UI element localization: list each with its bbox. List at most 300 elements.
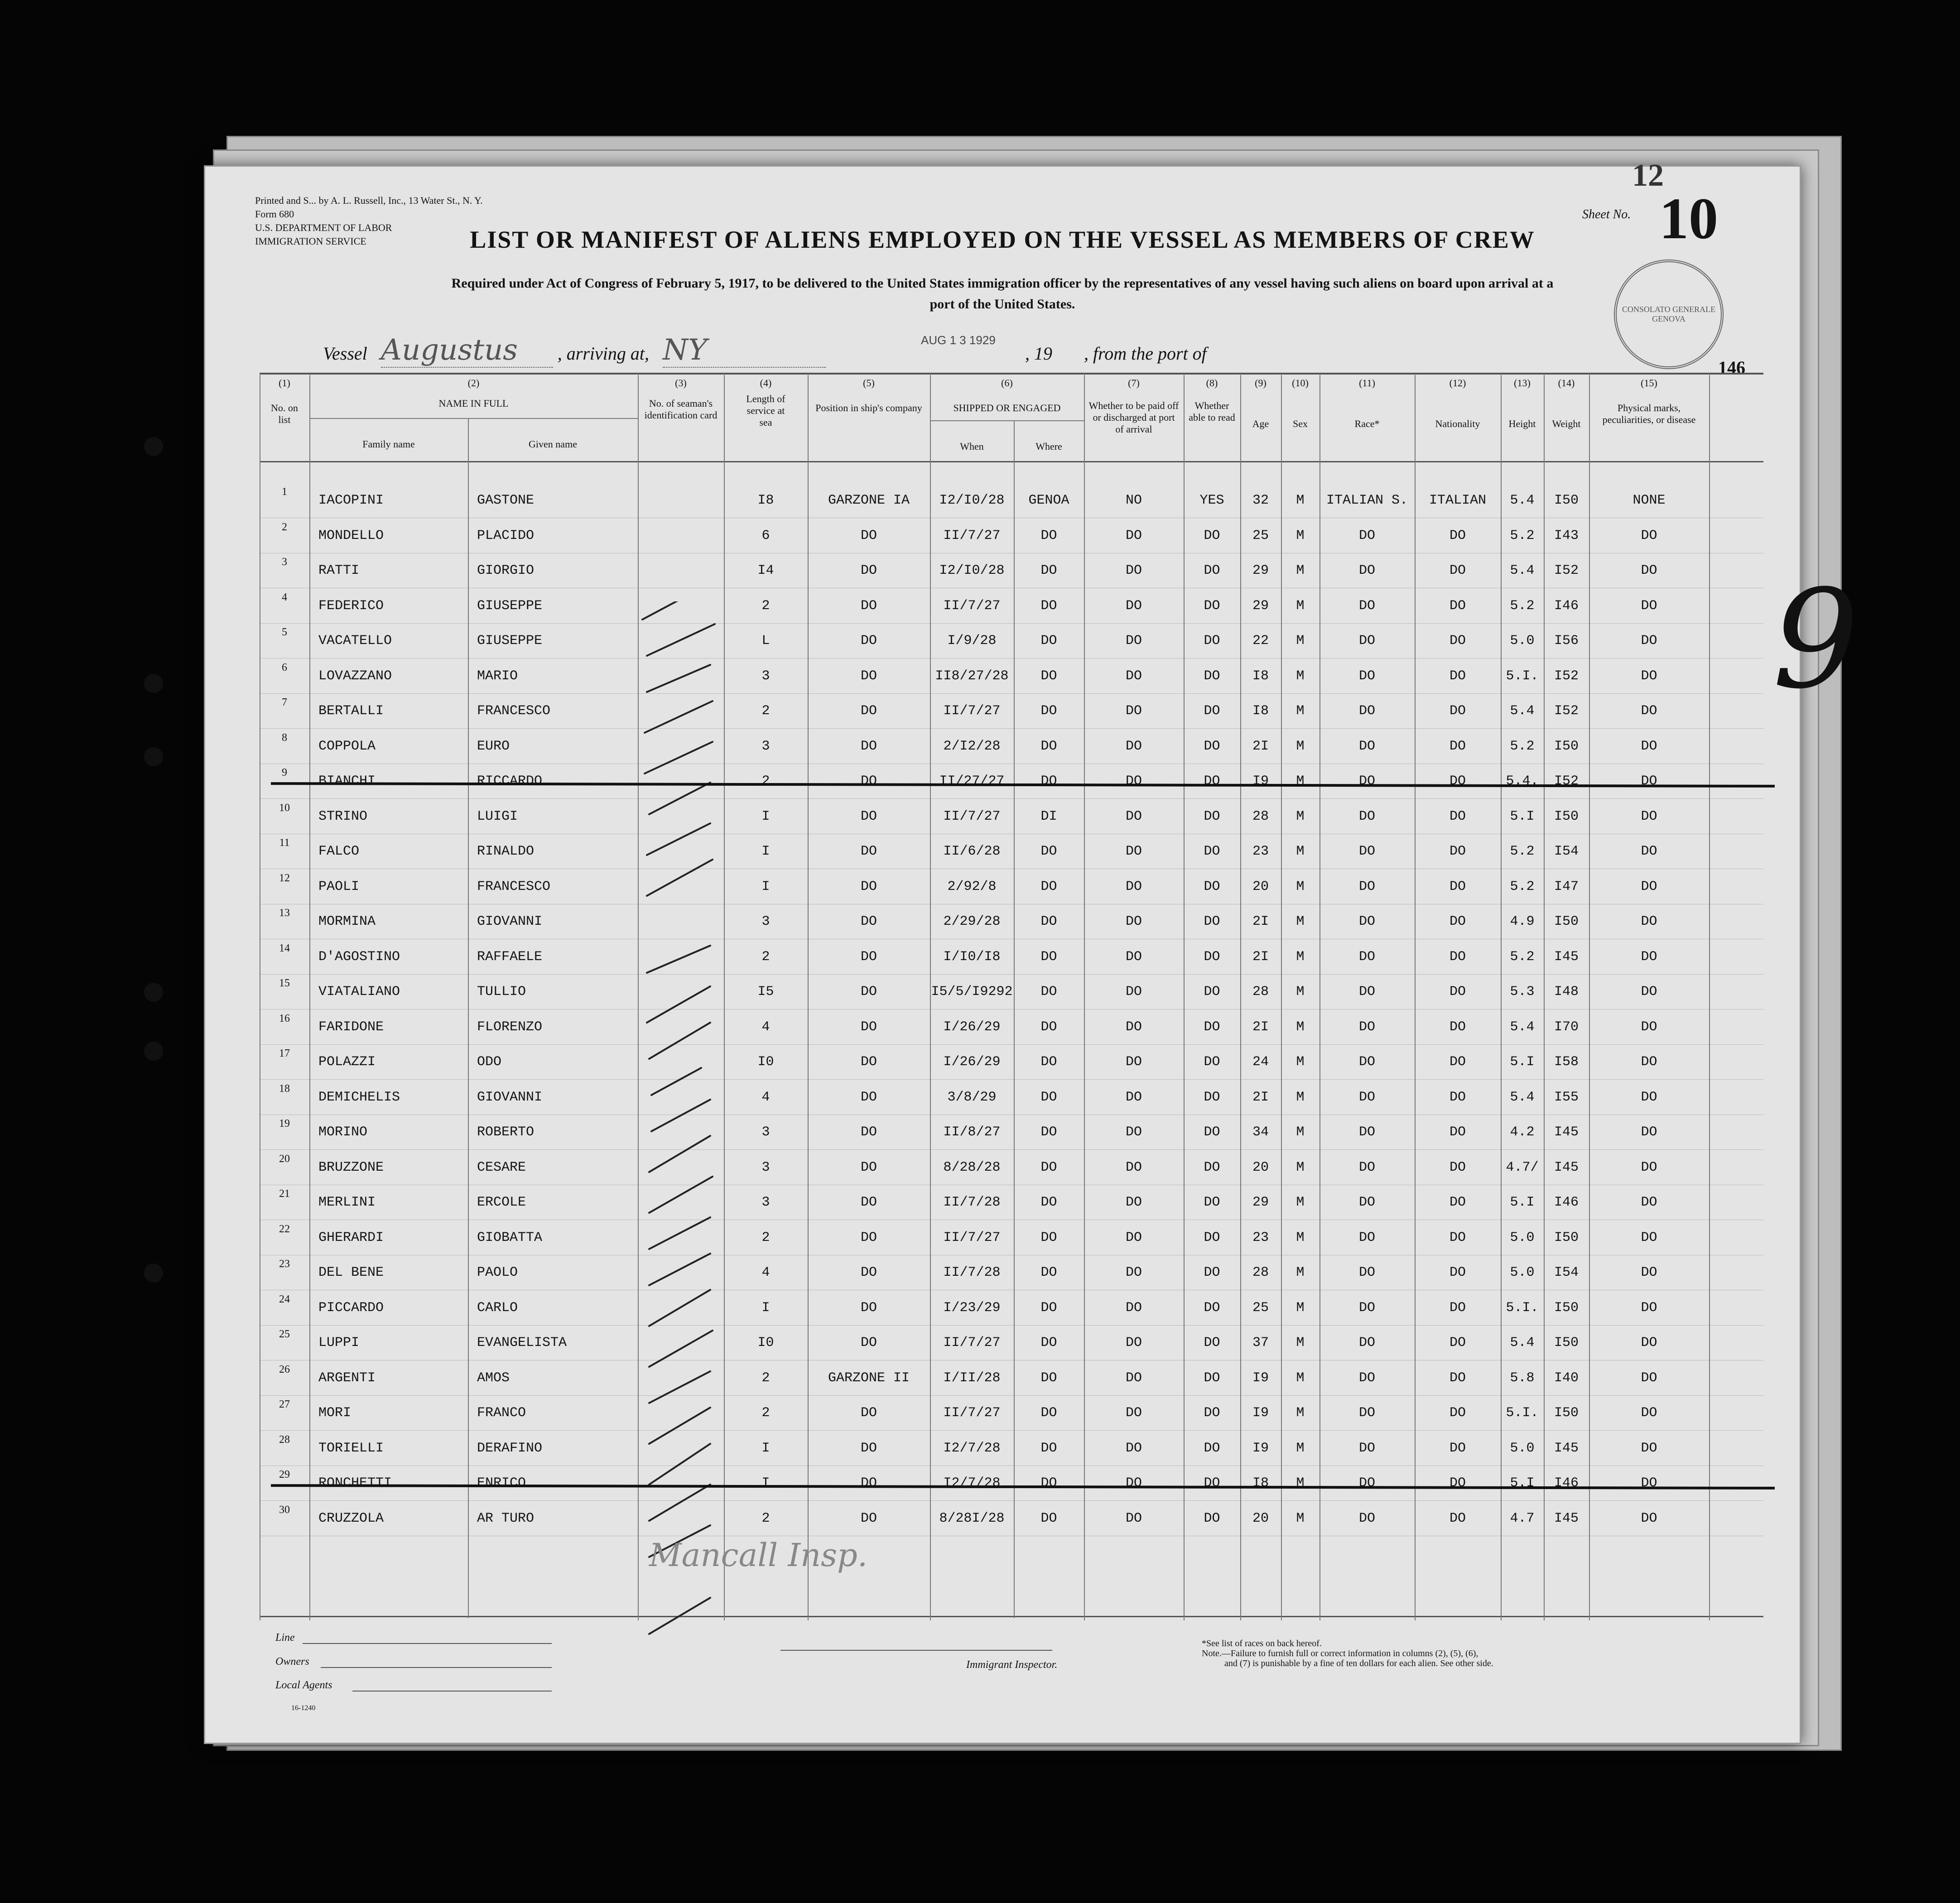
cell-where: DO — [1040, 1510, 1057, 1526]
cell-marks: DO — [1641, 1230, 1657, 1245]
footer-note-penalty-cont: and (7) is punishable by a fine of ten dollars for each alien. See other side. — [1224, 1658, 1493, 1668]
cell-read: DO — [1204, 914, 1220, 929]
cell-where: DO — [1040, 1405, 1057, 1421]
footer-line-underline — [303, 1643, 552, 1644]
cell-service: L — [761, 633, 770, 649]
cell-read: DO — [1204, 1054, 1220, 1070]
cell-family: BRUZZONE — [318, 1159, 384, 1175]
cell-position: DO — [860, 738, 877, 754]
cell-read: DO — [1204, 879, 1220, 894]
cell-where: DO — [1040, 1019, 1057, 1035]
cell-race: DO — [1358, 774, 1375, 789]
cell-weight: I46 — [1554, 1195, 1579, 1210]
header-weight: Weight — [1552, 418, 1581, 429]
header-col10-number: (10) — [1292, 377, 1309, 389]
cell-race: DO — [1358, 984, 1375, 1000]
cell-read: DO — [1204, 668, 1220, 684]
cell-where: DO — [1040, 1265, 1057, 1280]
footer-note-penalty: Note.—Failure to furnish full or correct information in columns (2), (5), (6), — [1202, 1648, 1478, 1658]
cell-when: II/27/27 — [939, 774, 1005, 789]
row-number: 6 — [282, 661, 287, 673]
cell-age: I9 — [1252, 774, 1269, 789]
cell-where: DO — [1040, 879, 1057, 894]
cell-paid: DO — [1125, 1230, 1142, 1245]
cell-family: LUPPI — [318, 1335, 360, 1350]
cell-paid: DO — [1125, 1265, 1142, 1280]
row-number: 14 — [279, 942, 290, 954]
row-ruling — [260, 1395, 1763, 1396]
cell-race: DO — [1358, 808, 1375, 824]
cell-where: DO — [1040, 949, 1057, 965]
cell-family: PAOLI — [318, 879, 360, 894]
cell-paid: DO — [1125, 738, 1142, 754]
row-number: 9 — [282, 767, 287, 778]
cell-where: DO — [1040, 1475, 1057, 1491]
row-number: 22 — [279, 1223, 290, 1235]
corner-number: 12 — [1632, 158, 1664, 193]
cell-paid: DO — [1125, 914, 1142, 929]
cell-paid: DO — [1125, 1335, 1142, 1350]
cell-when: I/26/29 — [943, 1054, 1001, 1070]
row-number: 1 — [282, 486, 287, 498]
cell-read: DO — [1204, 598, 1220, 614]
cell-where: DO — [1040, 1440, 1057, 1456]
cell-marks: DO — [1641, 1195, 1657, 1210]
cell-position: DO — [860, 844, 877, 859]
cell-paid: DO — [1125, 598, 1142, 614]
consulate-stamp — [1614, 260, 1724, 369]
cell-position: DO — [860, 1089, 877, 1105]
shipped-subheader-rule — [930, 420, 1084, 421]
cell-paid: DO — [1125, 528, 1142, 543]
header-col14-number: (14) — [1558, 377, 1575, 389]
header-length-of-service: Length of service at sea — [746, 393, 785, 428]
cell-service: I8 — [757, 493, 774, 508]
cell-position: DO — [860, 984, 877, 1000]
cell-marks: DO — [1641, 633, 1657, 649]
cell-weight: I50 — [1554, 1335, 1579, 1350]
cell-race: DO — [1358, 528, 1375, 543]
page-number: 146 — [1718, 357, 1745, 378]
row-number: 27 — [279, 1398, 290, 1410]
cell-when: 8/28/28 — [943, 1159, 1001, 1175]
cell-read: DO — [1204, 1195, 1220, 1210]
cell-height: 5.2 — [1510, 844, 1535, 859]
row-number: 19 — [279, 1118, 290, 1129]
cell-given: LUIGI — [477, 808, 518, 824]
cell-where: DO — [1040, 1124, 1057, 1140]
cell-age: 20 — [1252, 1510, 1269, 1526]
cell-read: DO — [1204, 984, 1220, 1000]
cell-given: DERAFINO — [477, 1440, 543, 1456]
footer-owners-label: Owners — [275, 1656, 309, 1668]
cell-position: DO — [860, 1440, 877, 1456]
cell-age: 29 — [1252, 1195, 1269, 1210]
cell-weight: I48 — [1554, 984, 1579, 1000]
cell-when: I2/7/28 — [943, 1440, 1001, 1456]
manifest-sheet — [204, 158, 1859, 1744]
cell-when: II/7/28 — [943, 1265, 1001, 1280]
header-col6-number: (6) — [1001, 377, 1013, 389]
cell-age: I8 — [1252, 1475, 1269, 1491]
row-number: 24 — [279, 1293, 290, 1305]
cell-service: 2 — [761, 1230, 770, 1245]
cell-where: DI — [1040, 808, 1057, 824]
cell-service: I — [761, 1475, 770, 1491]
cell-read: DO — [1204, 1300, 1220, 1316]
cell-height: 5.I. — [1506, 1300, 1539, 1316]
cell-height: 5.I. — [1506, 1405, 1539, 1421]
cell-height: 5.3 — [1510, 984, 1535, 1000]
cell-where: DO — [1040, 1054, 1057, 1070]
cell-nationality: DO — [1449, 914, 1466, 929]
cell-marks: DO — [1641, 598, 1657, 614]
printer-line: Form 680 — [255, 208, 294, 220]
cell-position: DO — [860, 1510, 877, 1526]
cell-sex: M — [1296, 1089, 1305, 1105]
cell-age: I9 — [1252, 1440, 1269, 1456]
header-family-name: Family name — [362, 438, 415, 450]
cell-read: DO — [1204, 528, 1220, 543]
footer-owners-underline — [321, 1667, 552, 1668]
cell-position: DO — [860, 1335, 877, 1350]
cell-when: I2/I0/28 — [939, 493, 1005, 508]
row-number: 8 — [282, 731, 287, 744]
cell-marks: DO — [1641, 808, 1657, 824]
cell-sex: M — [1296, 1054, 1305, 1070]
cell-read: DO — [1204, 1230, 1220, 1245]
cell-nationality: DO — [1449, 1195, 1466, 1210]
cell-weight: I45 — [1554, 1159, 1579, 1175]
header-col12-number: (12) — [1449, 377, 1466, 389]
cell-sex: M — [1296, 844, 1305, 859]
cell-sex: M — [1296, 808, 1305, 824]
cell-given: CESARE — [477, 1159, 526, 1175]
cell-marks: NONE — [1633, 493, 1666, 508]
cell-when: II/8/27 — [943, 1124, 1001, 1140]
row-ruling — [260, 623, 1763, 624]
cell-where: DO — [1040, 914, 1057, 929]
punch-hole — [144, 983, 163, 1002]
cell-marks: DO — [1641, 844, 1657, 859]
cell-nationality: DO — [1449, 598, 1466, 614]
header-where: Where — [1035, 441, 1062, 452]
cell-read: DO — [1204, 1335, 1220, 1350]
cell-marks: DO — [1641, 1089, 1657, 1105]
cell-height: 4.7 — [1510, 1510, 1535, 1526]
cell-family: GHERARDI — [318, 1230, 384, 1245]
cell-when: II/7/27 — [943, 598, 1001, 614]
cell-position: DO — [860, 1054, 877, 1070]
cell-height: 5.2 — [1510, 598, 1535, 614]
cell-given: ERCOLE — [477, 1195, 526, 1210]
cell-given: EURO — [477, 738, 510, 754]
header-id-card: No. of seaman's identification card — [644, 398, 718, 421]
cell-paid: DO — [1125, 1440, 1142, 1456]
cell-weight: I55 — [1554, 1089, 1579, 1105]
cell-race: DO — [1358, 1265, 1375, 1280]
cell-service: I5 — [757, 984, 774, 1000]
cell-age: 2I — [1252, 1019, 1269, 1035]
cell-when: 8/28I/28 — [939, 1510, 1005, 1526]
vessel-row — [323, 333, 1207, 368]
row-ruling — [260, 728, 1763, 729]
cell-race: DO — [1358, 1300, 1375, 1316]
footer-agents-underline — [352, 1691, 552, 1692]
cell-race: DO — [1358, 1335, 1375, 1350]
row-number: 16 — [279, 1012, 290, 1024]
cell-position: DO — [860, 633, 877, 649]
cell-position: GARZONE II — [828, 1370, 910, 1386]
cell-marks: DO — [1641, 1054, 1657, 1070]
cell-paid: DO — [1125, 1159, 1142, 1175]
cell-race: DO — [1358, 1510, 1375, 1526]
cell-nationality: DO — [1449, 949, 1466, 965]
header-col11-number: (11) — [1359, 377, 1375, 389]
cell-service: 3 — [761, 1124, 770, 1140]
cell-race: DO — [1358, 1230, 1375, 1245]
row-number: 28 — [279, 1433, 290, 1446]
cell-family: FARIDONE — [318, 1019, 384, 1035]
cell-marks: DO — [1641, 879, 1657, 894]
cell-when: I/II/28 — [943, 1370, 1001, 1386]
cell-sex: M — [1296, 668, 1305, 684]
sheet-number: 10 — [1659, 186, 1718, 251]
cell-paid: DO — [1125, 879, 1142, 894]
cell-position: DO — [860, 1019, 877, 1035]
cell-given: FRANCESCO — [477, 879, 551, 894]
cell-when: 2/I2/28 — [943, 738, 1001, 754]
cell-height: 5.0 — [1510, 633, 1535, 649]
cell-where: DO — [1040, 528, 1057, 543]
header-shipped-or-engaged: SHIPPED OR ENGAGED — [953, 402, 1061, 413]
row-number: 18 — [279, 1082, 290, 1095]
cell-sex: M — [1296, 1440, 1305, 1456]
punch-hole — [144, 674, 163, 693]
cell-weight: I50 — [1554, 1230, 1579, 1245]
cell-position: DO — [860, 1300, 877, 1316]
cell-sex: M — [1296, 1510, 1305, 1526]
cell-race: DO — [1358, 703, 1375, 719]
cell-family: RATTI — [318, 563, 360, 578]
cell-height: 5.2 — [1510, 738, 1535, 754]
cell-service: I0 — [757, 1335, 774, 1350]
cell-paid: DO — [1125, 703, 1142, 719]
cell-height: 5.4 — [1510, 703, 1535, 719]
cell-where: DO — [1040, 598, 1057, 614]
cell-when: II/6/28 — [943, 844, 1001, 859]
cell-when: 3/8/29 — [947, 1089, 997, 1105]
cell-given: FRANCO — [477, 1405, 526, 1421]
cell-nationality: DO — [1449, 1335, 1466, 1350]
cell-age: 34 — [1252, 1124, 1269, 1140]
header-col7-number: (7) — [1128, 377, 1140, 389]
cell-height: 5.4 — [1510, 1335, 1535, 1350]
cell-nationality: DO — [1449, 1019, 1466, 1035]
year-label: , 19 — [1025, 343, 1052, 364]
cell-when: I/26/29 — [943, 1019, 1001, 1035]
cell-when: II/7/28 — [943, 1195, 1001, 1210]
header-col9-number: (9) — [1255, 377, 1267, 389]
header-name-in-full: NAME IN FULL — [438, 398, 509, 409]
cell-nationality: DO — [1449, 1405, 1466, 1421]
cell-sex: M — [1296, 1335, 1305, 1350]
cell-marks: DO — [1641, 668, 1657, 684]
footer-inspector-label: Immigrant Inspector. — [966, 1659, 1058, 1671]
cell-age: I8 — [1252, 668, 1269, 684]
cell-given: GIUSEPPE — [477, 633, 543, 649]
cell-where: DO — [1040, 1335, 1057, 1350]
header-col3-number: (3) — [675, 377, 687, 389]
cell-where: DO — [1040, 1195, 1057, 1210]
header-col8-number: (8) — [1206, 377, 1218, 389]
inspector-signature-line — [780, 1650, 1052, 1651]
row-number: 2 — [282, 521, 287, 533]
cell-height: 5.I. — [1506, 668, 1539, 684]
inspector-signature: Mancall Insp. — [649, 1537, 868, 1574]
cell-family: LOVAZZANO — [318, 668, 392, 684]
row-number: 7 — [282, 697, 287, 708]
subtitle-line: port of the United States. — [929, 297, 1075, 312]
header-height: Height — [1508, 418, 1536, 429]
header-physical-marks: Physical marks, peculiarities, or disease — [1602, 402, 1696, 425]
cell-paid: DO — [1125, 808, 1142, 824]
cell-read: DO — [1204, 808, 1220, 824]
cell-height: 5.2 — [1510, 528, 1535, 543]
cell-age: 28 — [1252, 808, 1269, 824]
cell-sex: M — [1296, 703, 1305, 719]
cell-read: DO — [1204, 1265, 1220, 1280]
row-ruling — [260, 693, 1763, 694]
cell-marks: DO — [1641, 1300, 1657, 1316]
cell-sex: M — [1296, 738, 1305, 754]
cell-where: DO — [1040, 1370, 1057, 1386]
cell-service: 2 — [761, 598, 770, 614]
cell-paid: DO — [1125, 984, 1142, 1000]
cell-nationality: DO — [1449, 879, 1466, 894]
cell-race: DO — [1358, 738, 1375, 754]
cell-paid: DO — [1125, 774, 1142, 789]
cell-nationality: DO — [1449, 703, 1466, 719]
header-col15-number: (15) — [1641, 377, 1657, 389]
cell-weight: I56 — [1554, 633, 1579, 649]
cell-where: DO — [1040, 703, 1057, 719]
cell-weight: I43 — [1554, 528, 1579, 543]
cell-marks: DO — [1641, 1440, 1657, 1456]
cell-when: II/7/27 — [943, 1230, 1001, 1245]
cell-service: 4 — [761, 1089, 770, 1105]
cell-weight: I52 — [1554, 703, 1579, 719]
cell-position: DO — [860, 1124, 877, 1140]
cell-given: PAOLO — [477, 1265, 518, 1280]
row-number: 20 — [279, 1153, 290, 1165]
cell-race: DO — [1358, 1124, 1375, 1140]
cell-service: I0 — [757, 1054, 774, 1070]
cell-position: DO — [860, 668, 877, 684]
cell-family: MORINO — [318, 1124, 368, 1140]
name-subheader-rule — [309, 418, 638, 419]
cell-marks: DO — [1641, 1370, 1657, 1386]
cell-read: DO — [1204, 844, 1220, 859]
cell-nationality: DO — [1449, 984, 1466, 1000]
header-when: When — [960, 441, 984, 452]
cell-read: YES — [1199, 493, 1224, 508]
subtitle-line: Required under Act of Congress of February 5, 1917, to be delivered to the United States immigration officer by the representatives of any vessel having such aliens on board upon arrival at a — [451, 276, 1554, 291]
cell-height: 5.I — [1510, 808, 1535, 824]
margin-mark: 9 — [1772, 561, 1859, 719]
row-number: 5 — [282, 626, 287, 638]
cell-height: 5.4 — [1510, 1089, 1535, 1105]
cell-read: DO — [1204, 1440, 1220, 1456]
cell-when: I/9/28 — [947, 633, 997, 649]
cell-position: DO — [860, 774, 877, 789]
cell-sex: M — [1296, 1124, 1305, 1140]
row-number: 25 — [279, 1328, 290, 1340]
cell-given: GIUSEPPE — [477, 598, 543, 614]
cell-nationality: DO — [1449, 844, 1466, 859]
cell-when: II/7/27 — [943, 808, 1001, 824]
printer-line: Printed and S... by A. L. Russell, Inc., 13 Water St., N. Y. — [255, 195, 483, 206]
cell-race: DO — [1358, 563, 1375, 578]
cell-position: DO — [860, 563, 877, 578]
cell-nationality: DO — [1449, 633, 1466, 649]
arriving-label: , arriving at, — [557, 343, 649, 364]
cell-paid: DO — [1125, 1405, 1142, 1421]
cell-given: GIOBATTA — [477, 1230, 543, 1245]
cell-race: DO — [1358, 598, 1375, 614]
vessel-name: Augustus — [381, 333, 553, 368]
cell-when: 2/29/28 — [943, 914, 1001, 929]
cell-given: PLACIDO — [477, 528, 535, 543]
cell-service: I4 — [757, 563, 774, 578]
cell-position: DO — [860, 879, 877, 894]
cell-weight: I54 — [1554, 844, 1579, 859]
cell-sex: M — [1296, 1300, 1305, 1316]
cell-given: RICCARDO — [477, 774, 543, 789]
row-number: 26 — [279, 1363, 290, 1375]
cell-service: 3 — [761, 738, 770, 754]
cell-family: POLAZZI — [318, 1054, 376, 1070]
cell-nationality: DO — [1449, 1159, 1466, 1175]
column-divider — [1709, 375, 1710, 1620]
cell-given: RAFFAELE — [477, 949, 543, 965]
cell-weight: I46 — [1554, 598, 1579, 614]
cell-given: AR TURO — [477, 1510, 535, 1526]
cell-age: 28 — [1252, 1265, 1269, 1280]
cell-position: DO — [860, 1230, 877, 1245]
punch-hole — [144, 1264, 163, 1283]
cell-when: II/7/27 — [943, 1405, 1001, 1421]
cell-age: 23 — [1252, 1230, 1269, 1245]
cell-race: DO — [1358, 844, 1375, 859]
cell-paid: DO — [1125, 1054, 1142, 1070]
cell-weight: I52 — [1554, 563, 1579, 578]
cell-paid: DO — [1125, 949, 1142, 965]
printer-line: IMMIGRATION SERVICE — [255, 235, 366, 247]
header-able-to-read: Whether able to read — [1189, 400, 1235, 423]
cell-paid: DO — [1125, 563, 1142, 578]
cell-sex: M — [1296, 563, 1305, 578]
cell-marks: DO — [1641, 1159, 1657, 1175]
cell-nationality: DO — [1449, 1265, 1466, 1280]
cell-sex: M — [1296, 1405, 1305, 1421]
footer-note-races: *See list of races on back hereof. — [1202, 1639, 1322, 1648]
cell-nationality: DO — [1449, 1089, 1466, 1105]
cell-family: MORI — [318, 1405, 352, 1421]
cell-position: DO — [860, 1475, 877, 1491]
cell-age: 29 — [1252, 563, 1269, 578]
cell-paid: NO — [1125, 493, 1142, 508]
